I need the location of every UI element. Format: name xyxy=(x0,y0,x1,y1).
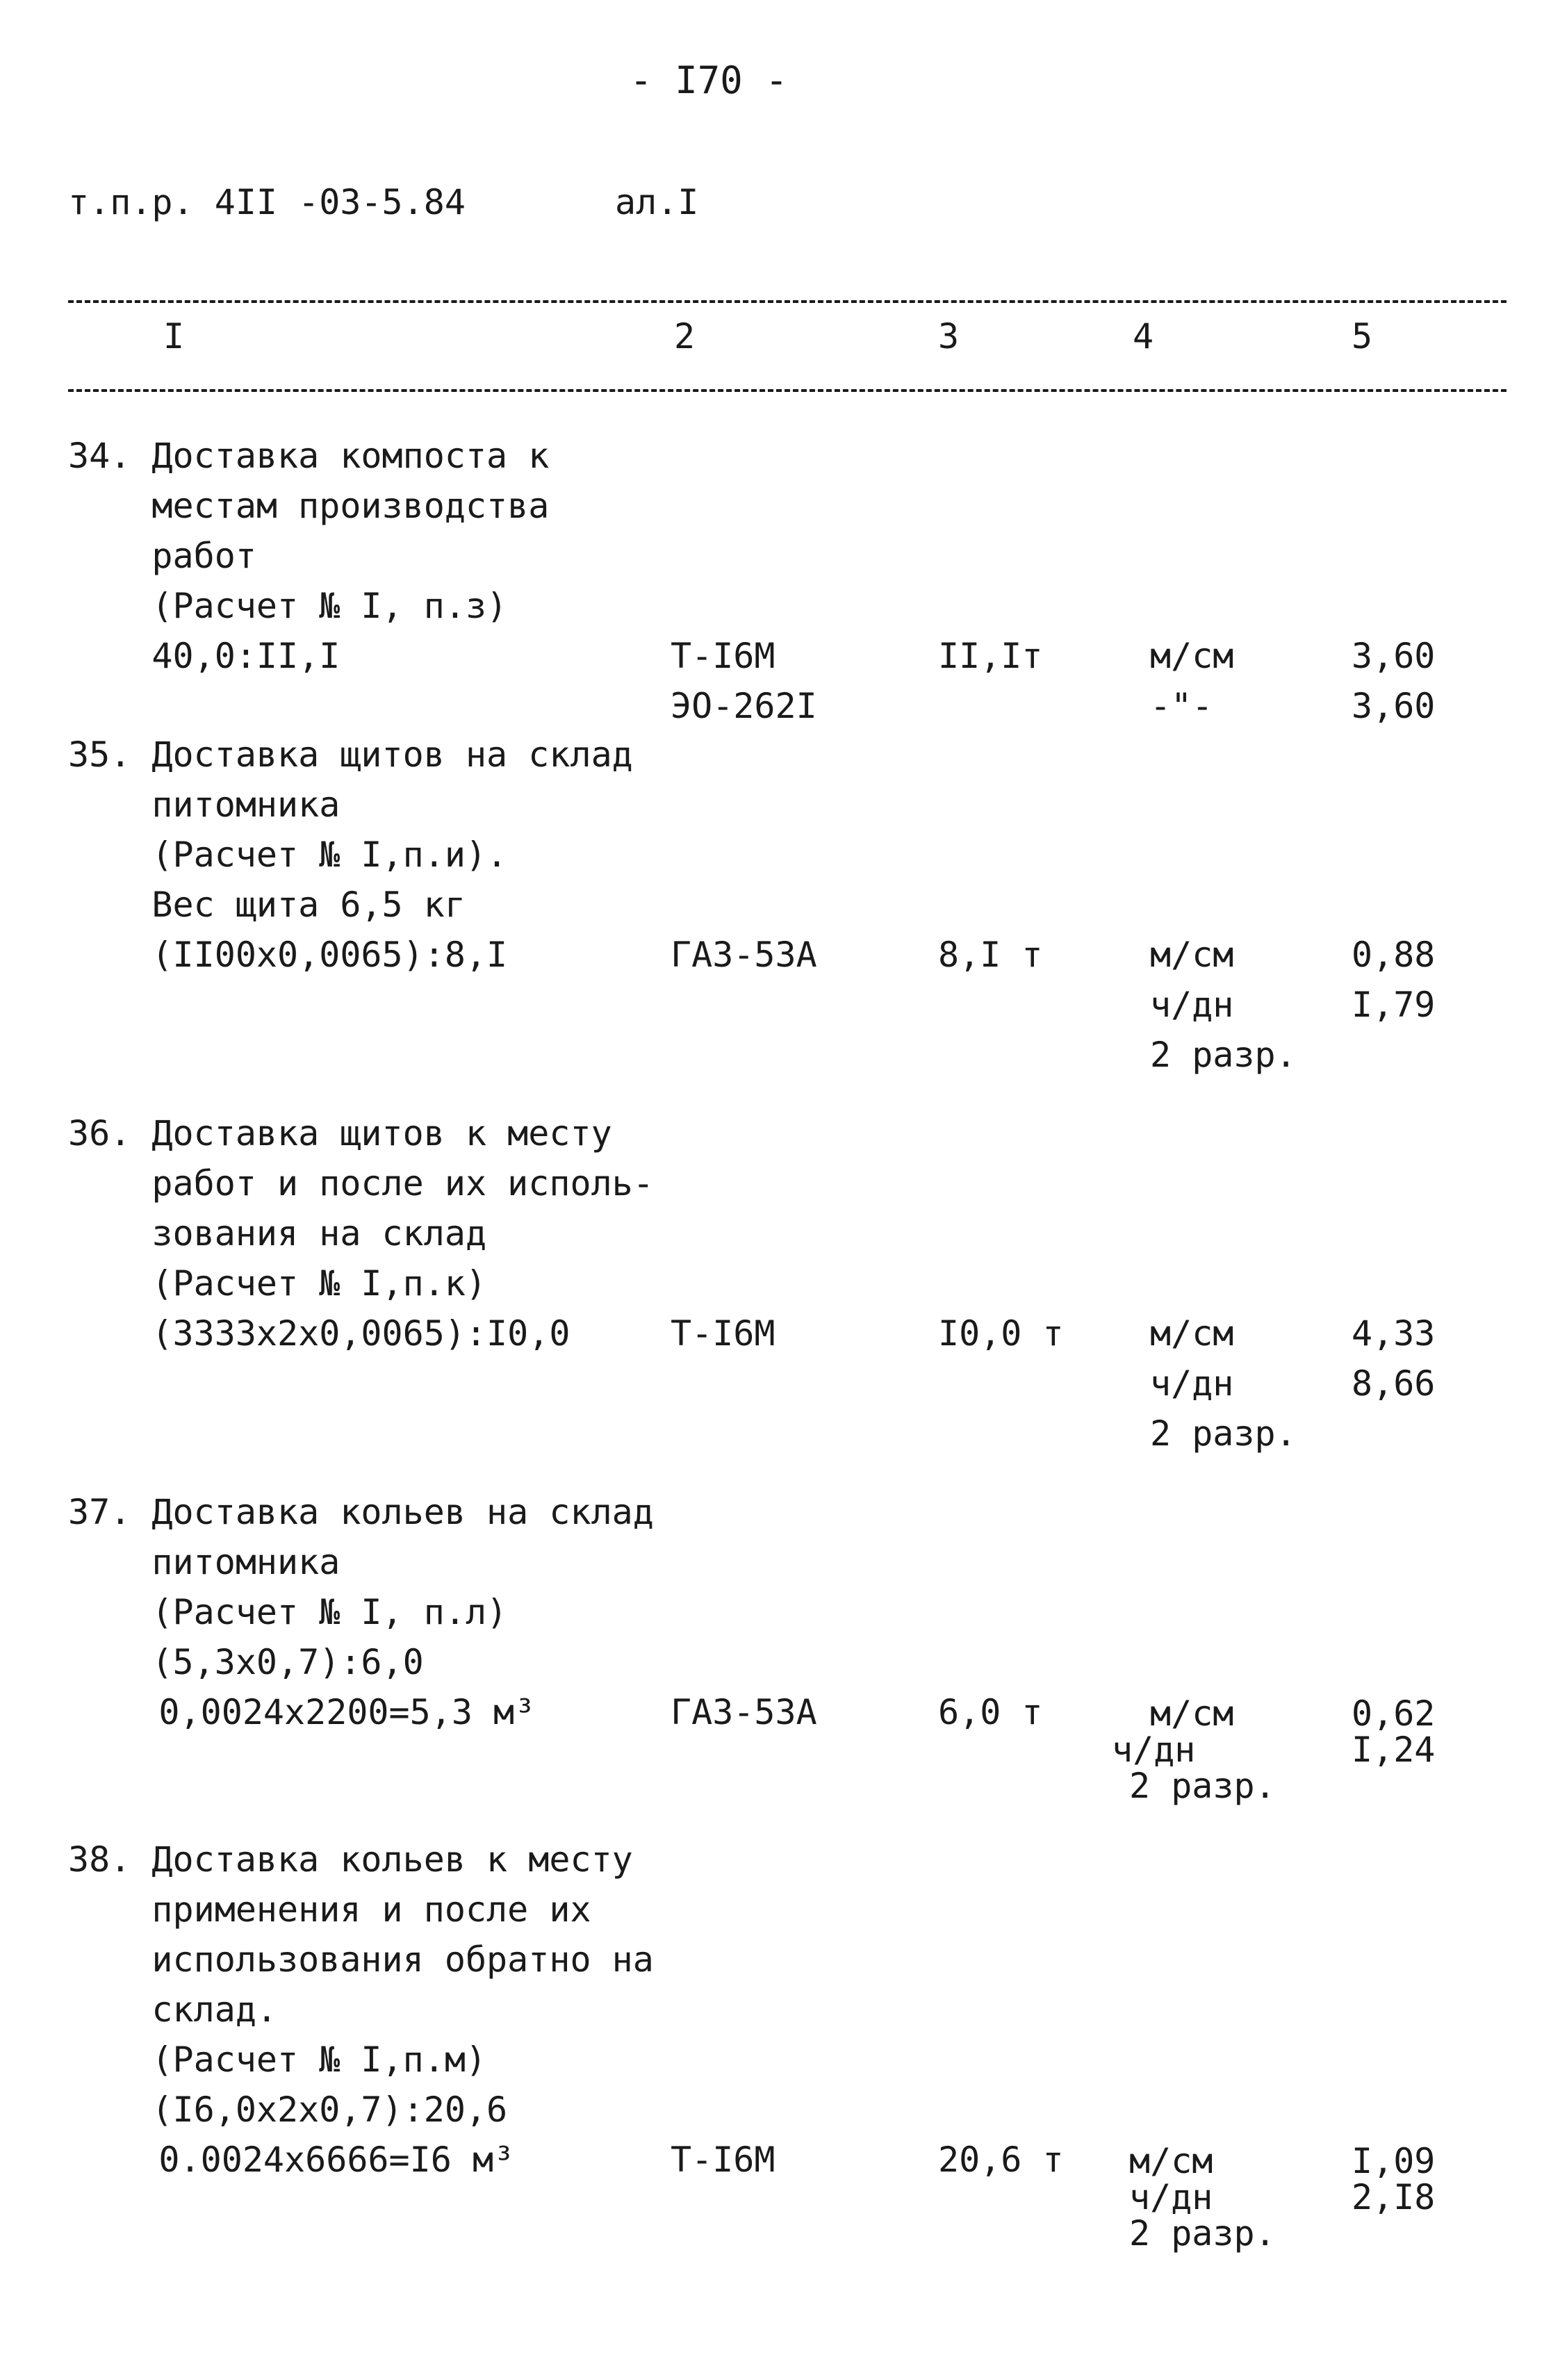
row-description-line: (Расчет № I,п.к) xyxy=(68,1263,487,1304)
column-header-2: 2 xyxy=(674,316,696,356)
row-machine: ГАЗ-53А xyxy=(671,1692,817,1732)
row-description-line: (II00х0,0065):8,I xyxy=(68,935,508,975)
table-top-rule xyxy=(68,300,1506,303)
row-description-line: (I6,0х2х0,7):20,6 xyxy=(68,2090,508,2130)
row-description-line: (Расчет № I,п.м) xyxy=(68,2040,487,2080)
row-value: 3,60 xyxy=(1352,686,1436,726)
row-value: 4,33 xyxy=(1352,1313,1436,1354)
row-value: I,79 xyxy=(1352,985,1436,1025)
table-header-rule xyxy=(68,389,1506,392)
column-header-1: I xyxy=(163,316,185,356)
row-description-line: питомника xyxy=(68,1542,340,1582)
row-capacity: I0,0 т xyxy=(938,1313,1064,1354)
row-description-line: зования на склад xyxy=(68,1213,487,1254)
row-description-line: 34. Доставка компоста к xyxy=(68,436,550,476)
row-description-line: 37. Доставка кольев на склад xyxy=(68,1492,654,1532)
row-value: 3,60 xyxy=(1352,636,1436,676)
row-unit: м/см xyxy=(1129,2141,1213,2181)
page-number: - I70 - xyxy=(630,58,788,102)
row-grade: 2 разр. xyxy=(1150,1035,1297,1075)
row-description-line: склад. xyxy=(68,1989,278,2030)
row-unit: ч/дн xyxy=(1112,1730,1196,1770)
row-description-line: (Расчет № I,п.и). xyxy=(68,835,508,875)
row-description-line: использования обратно на xyxy=(68,1939,654,1980)
row-capacity: 20,6 т xyxy=(938,2140,1064,2180)
row-description-line: (Расчет № I, п.л) xyxy=(68,1592,508,1632)
row-description-line: питомника xyxy=(68,785,340,825)
row-unit: ч/дн xyxy=(1150,1363,1234,1404)
row-machine: ЭО-262I xyxy=(671,686,817,726)
row-unit: ч/дн xyxy=(1129,2177,1213,2217)
row-description-line: (3333х2х0,0065):I0,0 xyxy=(68,1313,570,1354)
column-header-5: 5 xyxy=(1352,316,1373,356)
column-header-3: 3 xyxy=(938,316,960,356)
row-description-line: 40,0:II,I xyxy=(68,636,340,676)
row-description-line: 36. Доставка щитов к месту xyxy=(68,1113,612,1154)
row-description-line: работ и после их исполь- xyxy=(68,1163,654,1204)
row-machine: Т-I6М xyxy=(671,1313,775,1354)
row-grade: 2 разр. xyxy=(1150,1413,1297,1454)
row-unit: -"- xyxy=(1150,686,1213,726)
row-value: 0,62 xyxy=(1352,1693,1436,1734)
row-value: 8,66 xyxy=(1352,1363,1436,1404)
row-value: I,09 xyxy=(1352,2141,1436,2181)
row-description-line: Вес щита 6,5 кг xyxy=(68,885,466,925)
row-capacity: 8,I т xyxy=(938,935,1043,975)
album-label: ал.I xyxy=(615,182,699,222)
column-header-4: 4 xyxy=(1133,316,1154,356)
row-unit: м/см xyxy=(1150,935,1234,975)
row-capacity: 6,0 т xyxy=(938,1692,1043,1732)
row-description-line: работ xyxy=(68,536,256,576)
row-machine: Т-I6М xyxy=(671,636,775,676)
row-machine: ГАЗ-53А xyxy=(671,935,817,975)
row-unit: м/см xyxy=(1150,1693,1234,1734)
row-machine: Т-I6М xyxy=(671,2140,775,2180)
row-description-line: (Расчет № I, п.з) xyxy=(68,586,508,626)
row-description-line: 38. Доставка кольев к месту xyxy=(68,1839,633,1880)
row-value: I,24 xyxy=(1352,1730,1436,1770)
row-capacity: II,Iт xyxy=(938,636,1043,676)
row-value: 2,I8 xyxy=(1352,2177,1436,2217)
row-unit: ч/дн xyxy=(1150,985,1234,1025)
doc-reference: т.п.р. 4II -03-5.84 xyxy=(68,182,466,222)
row-description-line: (5,3х0,7):6,0 xyxy=(68,1642,424,1682)
row-unit: м/см xyxy=(1150,636,1234,676)
row-unit: м/см xyxy=(1150,1313,1234,1354)
row-value: 0,88 xyxy=(1352,935,1436,975)
row-description-line: 0.0024х6666=I6 м³ xyxy=(75,2140,515,2180)
row-description-line: 35. Доставка щитов на склад xyxy=(68,734,633,775)
row-description-line: местам производства xyxy=(68,486,550,526)
row-grade: 2 разр. xyxy=(1129,1766,1276,1806)
row-description-line: применения и после их xyxy=(68,1889,591,1930)
row-description-line: 0,0024х2200=5,3 м³ xyxy=(75,1692,536,1732)
row-grade: 2 разр. xyxy=(1129,2213,1276,2254)
